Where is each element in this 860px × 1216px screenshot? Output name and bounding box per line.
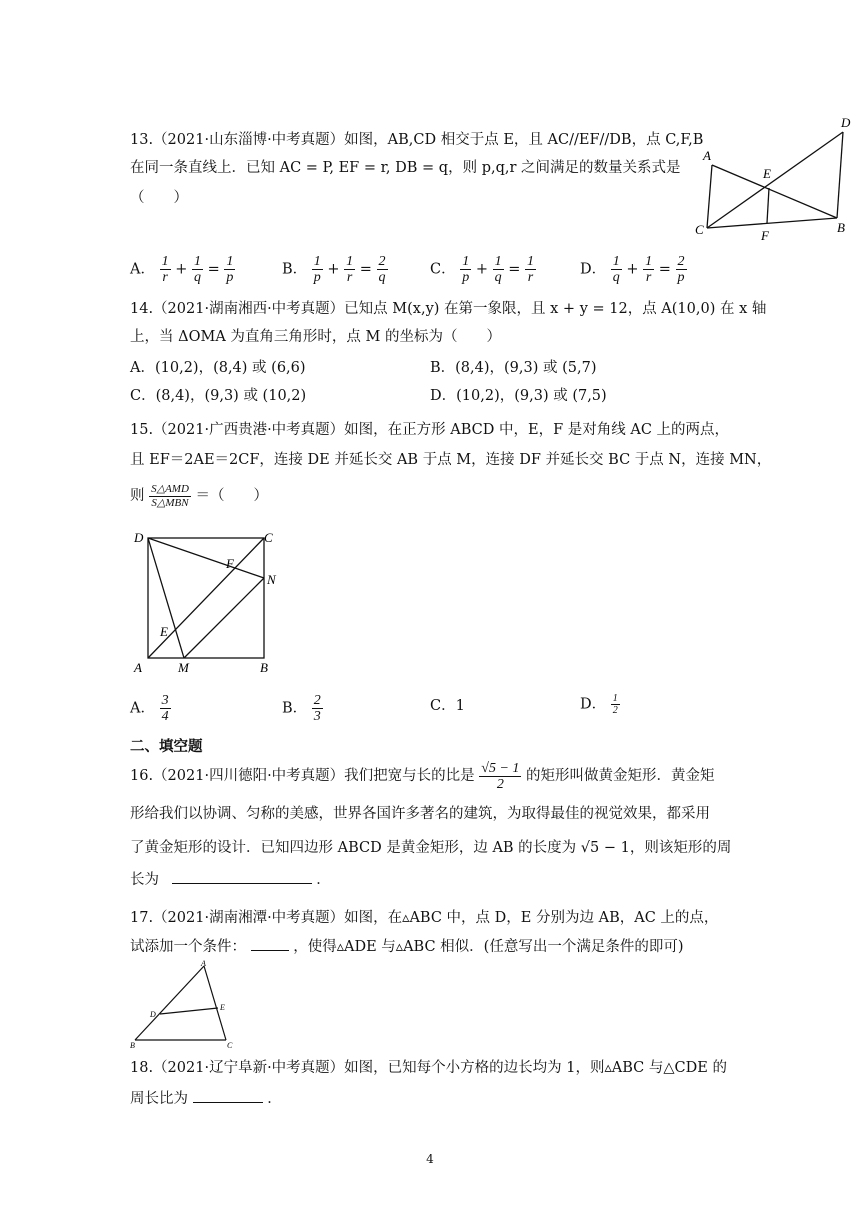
frac-numerator: 1 — [346, 254, 354, 269]
section-heading-fill-in: 二、填空题 — [130, 739, 203, 755]
q17-figure — [128, 958, 248, 1050]
q15-line-3-prefix: 则 — [130, 488, 145, 504]
q17-fig-label-A: A — [201, 959, 206, 968]
q15-option-d — [580, 693, 620, 716]
frac-numerator: 3 — [161, 693, 169, 708]
q17-answer-blank[interactable] — [251, 950, 289, 951]
q18-answer-blank[interactable] — [193, 1102, 263, 1103]
q15-fig-label-N: N — [267, 572, 276, 587]
q13-option-a: A． $\frac{1}{r}$ + $\frac{1}{q}$ = $\frac{1}{p}$ — [130, 254, 234, 285]
q15-fig-label-M: M — [178, 660, 189, 675]
q15-fig-label-D: D — [134, 530, 144, 545]
frac-numerator: 1 — [313, 254, 321, 269]
q13-line-1: 13.（2021·山东淄博·中考真题）如图，AB,CD 相交于点 E，且 AC//EF//DB，点 C,F,B — [130, 132, 704, 148]
q14-option-a: A．(10,2)，(8,4) 或 (6,6) — [130, 360, 306, 376]
q17-fig-label-D: D — [150, 1010, 156, 1019]
q18-line-2-prefix: 周长比为 — [130, 1091, 188, 1107]
q13-line-3: （ ） — [130, 190, 188, 206]
q15-fig-label-E: E — [160, 624, 168, 639]
q15-option-b — [282, 693, 323, 724]
q14-line-1: 14.（2021·湖南湘西·中考真题）已知点 M(x,y) 在第一象限，且 x + y = 12，点 A(10,0) 在 x 轴 — [130, 301, 767, 317]
frac-denominator: 2 — [496, 776, 504, 792]
frac-numerator: 1 — [161, 254, 169, 269]
q18-line-1: 18.（2021·辽宁阜新·中考真题）如图，已知每个小方格的边长均为 1，则▵ABC 与△CDE 的 — [130, 1060, 727, 1076]
frac-denominator: q — [193, 270, 201, 285]
q16-line-1 — [130, 760, 715, 792]
q15-figure — [128, 526, 288, 678]
frac-numerator: 2 — [677, 254, 685, 269]
q14-option-d: D．(10,2)，(9,3) 或 (7,5) — [430, 388, 607, 404]
frac-numerator: 2 — [378, 254, 386, 269]
frac-denominator: p — [226, 270, 234, 285]
q15-fig-label-B: B — [260, 660, 268, 675]
q16-line-4-prefix: 长为 — [130, 872, 159, 888]
frac-numerator: 1 — [462, 254, 470, 269]
q13-option-c: C． $\frac{1}{p}$ + $\frac{1}{q}$ = $\frac{1}{r}$ — [430, 254, 534, 285]
frac-numerator: 2 — [313, 693, 321, 708]
frac-denominator: r — [527, 270, 534, 285]
q14-option-c: C．(8,4)，(9,3) 或 (10,2) — [130, 388, 307, 404]
frac-denominator: r — [162, 270, 168, 285]
option-letter: D． — [580, 696, 607, 713]
q15-line-3-suffix: ＝（ ） — [195, 488, 269, 504]
q18-line-2-suffix: ． — [267, 1091, 282, 1107]
frac-denominator: 3 — [313, 709, 321, 724]
q15-fig-label-F: F — [226, 556, 234, 571]
page-number: 4 — [426, 1152, 434, 1166]
q16-line-3: 了黄金矩形的设计．已知四边形 ABCD 是黄金矩形，边 AB 的长度为 √5 − 1，则该矩形的周 — [130, 840, 732, 856]
q13-option-d: D． $\frac{1}{q}$ + $\frac{1}{r}$ = $\frac{2}{p}$ — [580, 254, 685, 285]
option-letter: A． — [130, 261, 155, 278]
q17-fig-label-C: C — [227, 1041, 233, 1050]
q16-line-1-prefix: 16.（2021·四川德阳·中考真题）我们把宽与长的比是 — [130, 768, 475, 784]
frac-numerator: S△AMD — [151, 482, 189, 495]
frac-denominator: r — [346, 270, 353, 285]
q15-line-2: 且 EF＝2AE＝2CF，连接 DE 并延长交 AB 于点 M，连接 DF 并延长交 BC 于点 N，连接 MN， — [130, 452, 772, 468]
frac-numerator: 1 — [526, 254, 534, 269]
q15-line-1: 15.（2021·广西贵港·中考真题）如图，在正方形 ABCD 中，E，F 是对角线 AC 上的两点， — [130, 422, 730, 438]
frac-denominator: q — [612, 270, 620, 285]
q13-option-b: B． $\frac{1}{p}$ + $\frac{1}{r}$ = $\frac{2}{q}$ — [282, 254, 386, 285]
q17-line-2-prefix: 试添加一个条件： — [130, 939, 246, 955]
frac-denominator: q — [494, 270, 502, 285]
option-letter: C． — [430, 261, 456, 278]
q17-line-2-suffix: ，使得▵ADE 与▵ABC 相似．(任意写出一个满足条件的即可) — [293, 939, 684, 955]
option-letter: D． — [580, 261, 607, 278]
frac-numerator: 1 — [645, 254, 653, 269]
q13-fig-label-E: E — [763, 166, 771, 181]
q16-line-4 — [130, 870, 331, 890]
q17-line-1: 17.（2021·湖南湘潭·中考真题）如图，在▵ABC 中，点 D，E 分别为边 AB，AC 上的点， — [130, 910, 719, 926]
frac-numerator: 1 — [494, 254, 502, 269]
frac-numerator: √5 − 1 — [481, 760, 520, 776]
q15-fig-label-C: C — [264, 530, 273, 545]
q15-line-3 — [130, 481, 268, 511]
q15-option-c: C．1 — [430, 698, 465, 714]
q14-option-b: B．(8,4)，(9,3) 或 (5,7) — [430, 360, 597, 376]
frac-numerator: 1 — [193, 254, 201, 269]
q17-fig-label-E: E — [220, 1003, 225, 1012]
q17-fig-label-B: B — [130, 1041, 135, 1050]
frac-numerator: 1 — [612, 254, 620, 269]
q16-line-1-suffix: 的矩形叫做黄金矩形．黄金矩 — [526, 768, 715, 784]
option-letter: B． — [282, 261, 308, 278]
q16-answer-blank[interactable] — [172, 883, 312, 884]
frac-denominator: p — [313, 270, 321, 285]
q17-line-2 — [130, 937, 683, 957]
frac-denominator: p — [462, 270, 470, 285]
q18-line-2 — [130, 1089, 282, 1109]
q15-option-a — [130, 693, 171, 724]
q15-fig-label-A: A — [134, 660, 142, 675]
q16-line-2: 形给我们以协调、匀称的美感，世界各国许多著名的建筑，为取得最佳的视觉效果，都采用 — [130, 806, 710, 822]
q13-fig-label-B: B — [837, 220, 845, 235]
frac-numerator: 1 — [226, 254, 234, 269]
q16-line-4-suffix: ． — [316, 872, 331, 888]
frac-denominator: S△MBN — [151, 496, 189, 509]
frac-denominator: q — [378, 270, 386, 285]
frac-denominator: 2 — [612, 705, 618, 716]
q13-fig-label-C: C — [695, 222, 704, 237]
frac-numerator: 1 — [612, 693, 618, 704]
q13-figure — [695, 112, 855, 247]
q13-line-2: 在同一条直线上．已知 AC = P, EF = r, DB = q，则 p,q,r 之间满足的数量关系式是 — [130, 160, 681, 176]
q13-fig-label-F: F — [761, 228, 769, 243]
q13-fig-label-A: A — [703, 148, 711, 163]
frac-denominator: r — [645, 270, 652, 285]
option-letter: A． — [130, 700, 155, 717]
q14-line-2: 上，当 ΔOMA 为直角三角形时，点 M 的坐标为（ ） — [130, 329, 501, 345]
frac-denominator: p — [677, 270, 685, 285]
q13-fig-label-D: D — [841, 115, 851, 130]
option-letter: B． — [282, 700, 308, 717]
frac-denominator: 4 — [161, 709, 169, 724]
